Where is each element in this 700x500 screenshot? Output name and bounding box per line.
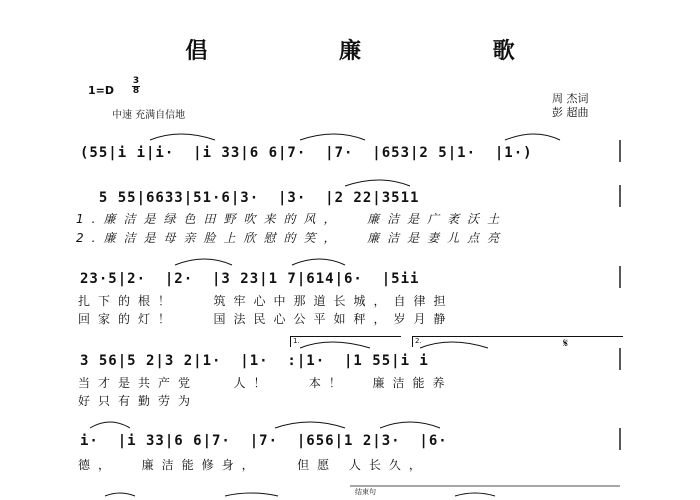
- volta-number-1: 1.: [293, 337, 300, 345]
- segno-sign: 𝄋: [563, 336, 569, 350]
- volta-bracket-2: [412, 336, 623, 347]
- meter-bottom: 8: [132, 86, 140, 96]
- tempo-marking: 中速 充满自信地: [112, 110, 186, 121]
- key-signature: 1=D: [88, 84, 115, 97]
- lyric-row-4-verse-2: 好只有勤劳为: [78, 394, 199, 408]
- notes-row-2: 5 55|6633|51·6|3· |3· |2 22|3511: [80, 190, 420, 206]
- lyricist-credit: 周 杰词: [552, 92, 589, 105]
- song-title: 倡 廉 歌: [185, 39, 577, 64]
- lyric-row-5-verse-1: 德， 廉洁能修身， 但愿 人长久，: [78, 458, 429, 472]
- lyric-row-2-verse-2: 2.廉洁是母亲脸上欣慰的笑， 廉洁是妻儿点亮: [76, 231, 508, 245]
- volta-bracket-1: [290, 336, 401, 347]
- volta-number-2: 2.: [415, 337, 422, 345]
- lyric-row-4-verse-1: 当才是共产党 人！ 本！ 廉洁能养: [78, 376, 453, 390]
- notes-row-3: 23·5|2· |2· |3 23|1 7|614|6· |5ii: [80, 271, 420, 287]
- notes-row-1: (55|i i|i· |i 33|6 6|7· |7· |653|2 5|1· |1·): [80, 145, 533, 161]
- meter-top: 3: [132, 76, 140, 86]
- notes-row-5: i· |i 33|6 6|7· |7· |656|1 2|3· |6·: [80, 433, 448, 449]
- lyric-row-3-verse-2: 回家的灯！ 国法民心公平如秤，岁月静: [78, 312, 454, 326]
- lyric-row-3-verse-1: 扎下的根！ 筑牢心中那道长城，自律担: [78, 294, 454, 308]
- lyric-row-2-verse-1: 1.廉洁是绿色田野吹来的风， 廉洁是广袤沃土: [76, 212, 508, 226]
- notes-row-4: 3 56|5 2|3 2|1· |1· :|1· |1 55|i i: [80, 353, 429, 369]
- coda-label: 结束句: [355, 488, 376, 496]
- time-signature: [132, 77, 140, 96]
- composer-credit: 彭 超曲: [552, 106, 589, 119]
